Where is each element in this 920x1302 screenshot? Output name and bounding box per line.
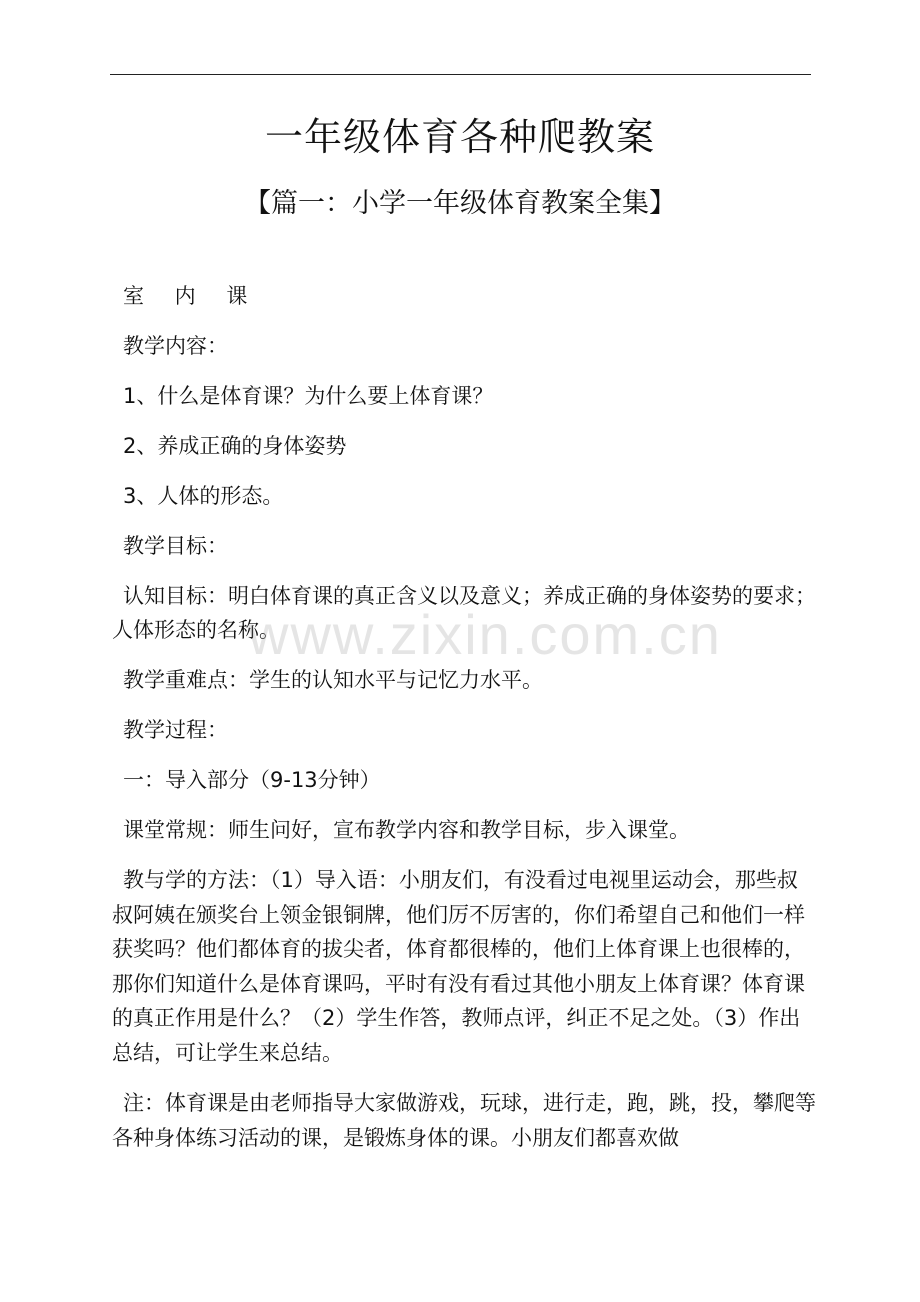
document-body	[112, 279, 816, 1171]
watermark-text: www.zixin.com.cn	[248, 603, 722, 666]
paragraph-content-item-3: 3、人体的形态。	[123, 484, 284, 508]
paragraph-key-difficulties: 教学重难点：学生的认知水平与记忆力水平。	[123, 668, 543, 692]
paragraph-note: 注：体育课是由老师指导大家做游戏，玩球，进行走，跑，跳，投，攀爬等各种身体练习活动的课，是锻炼身体的课。小朋友们都喜欢做	[112, 1091, 816, 1150]
paragraph-teaching-goals-heading: 教学目标：	[123, 534, 228, 558]
paragraph-class-routine: 课堂常规：师生问好，宣布教学内容和教学目标，步入课堂。	[123, 818, 690, 842]
document-subtitle: 【篇一：小学一年级体育教案全集】	[244, 188, 676, 219]
paragraph-indoor-lesson: 室 内 课	[123, 284, 260, 308]
document-title: 一年级体育各种爬教案	[264, 115, 655, 159]
paragraph-teaching-methods: 教与学的方法：（1）导入语：小朋友们，有没看过电视里运动会，那些叔叔阿姨在颁奖台上领金银铜牌，他们厉不厉害的，你们希望自己和他们一样获奖吗？他们都体育的拔尖者，体育都很棒的，他们上体育课上也很棒的，那你们知道什么是体育课吗，平时有没有看过其他小朋友上体育课？体育课的真正作用是什么？（2）学生作答，教师点评，纠正不足之处。（3）作出总结，可让学生来总结。	[112, 868, 805, 1065]
paragraph-content-item-2: 2、养成正确的身体姿势	[123, 434, 347, 458]
paragraph-intro-section: 一：导入部分（9-13分钟）	[123, 768, 381, 792]
paragraph-teaching-content-heading: 教学内容：	[123, 334, 228, 358]
header-rule	[110, 74, 811, 75]
paragraph-cognitive-goal: 认知目标：明白体育课的真正含义以及意义；养成正确的身体姿势的要求；人体形态的名称。	[112, 584, 816, 642]
paragraph-content-item-1: 1、什么是体育课？为什么要上体育课？	[123, 384, 494, 408]
paragraph-teaching-process-heading: 教学过程：	[123, 718, 228, 742]
